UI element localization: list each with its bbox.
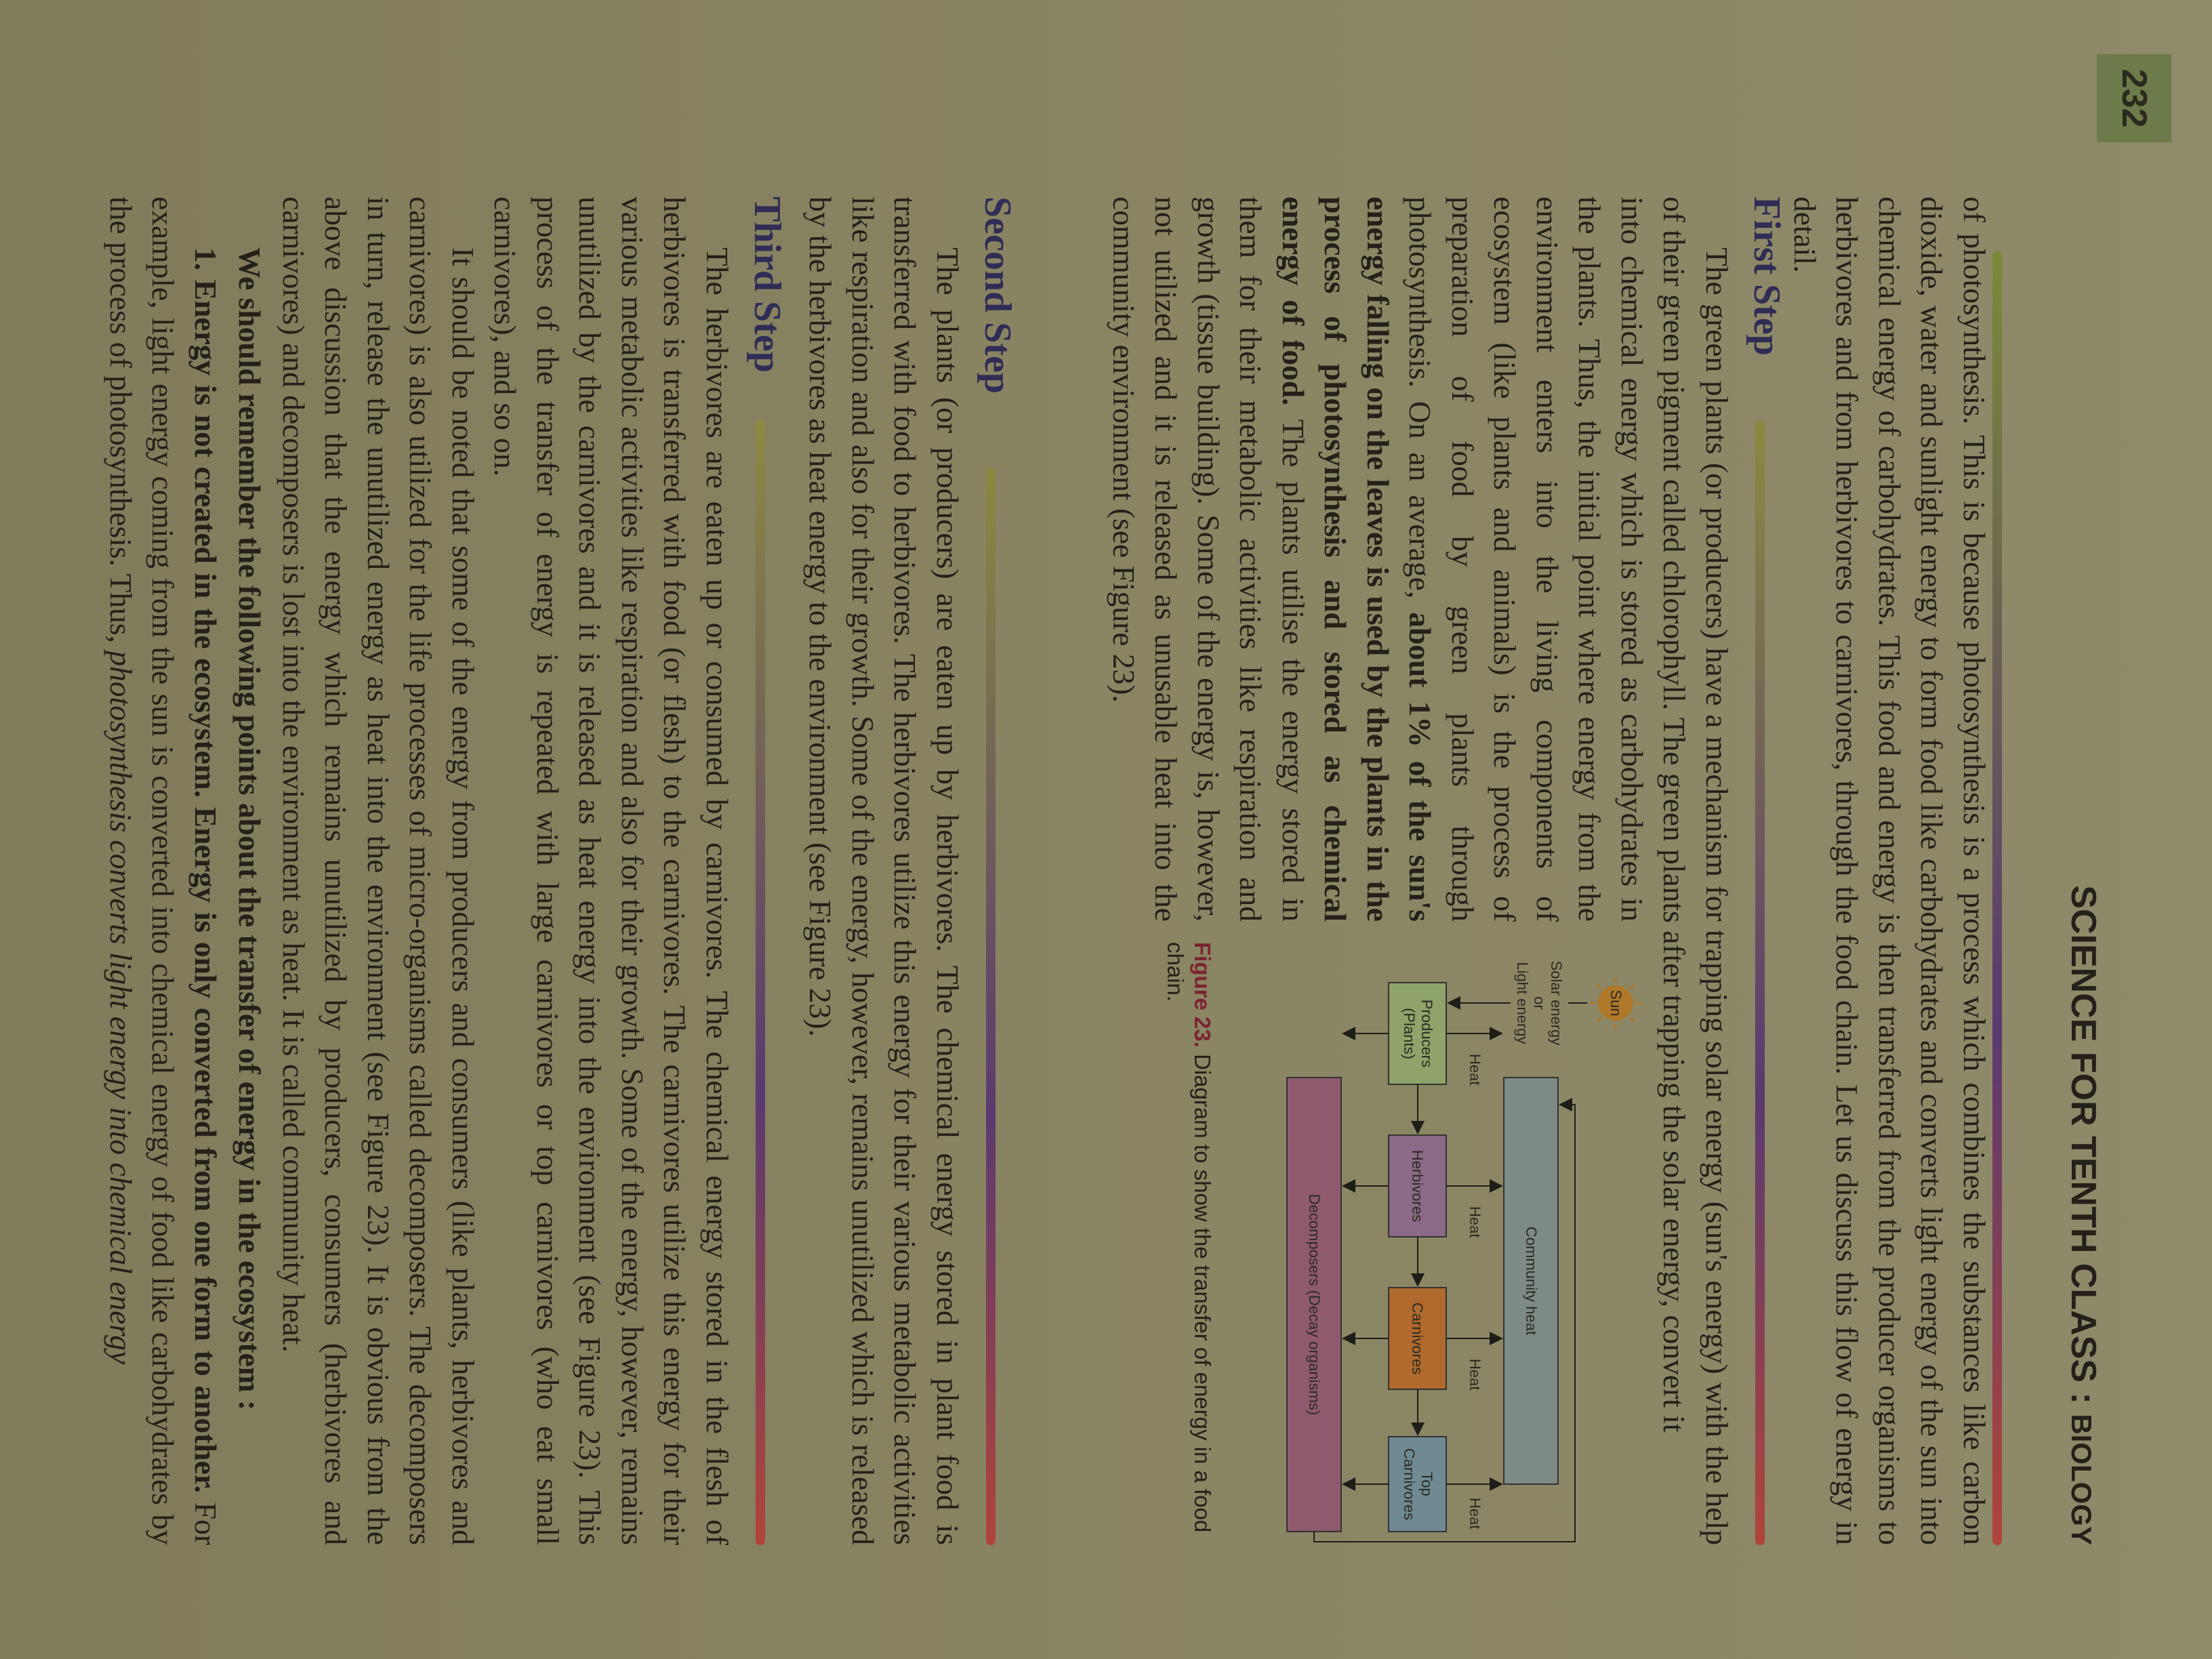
first-step-text-1: into chemical energy which is stored as carbohydrates in the plants. Thus, the initial point where energy from the environment enters into the living components of ecosystem (like plants and animals) is the process of preparation of food by green plants through photosynthesis. On an average, <box>1403 197 1650 922</box>
first-step-bold: about 1% of the sun's energy falling on the leaves is used by the plants in the process of photosynthesis and stored as chemical energy of food. <box>1276 197 1438 922</box>
page-number: 232 <box>2097 54 2171 142</box>
producers-sub-label: (Plants) <box>1401 1008 1418 1059</box>
first-step-heading: First Step <box>1746 197 1788 356</box>
caption-label: Figure 23. <box>1190 942 1215 1048</box>
second-step-paragraph: The plants (or producers) are eaten up by herbivores. The chemical energy stored in plant food is transferred with food to herbivores. The herbivores utilize this energy for their various metabolic activities like respiration and also for their growth. Some of the energy, however, remains unutilized which is released by the herbivores as heat energy to the environment (see Figure 23). <box>803 197 965 1545</box>
figure-caption <box>1162 942 1216 1545</box>
decorative-rule <box>1755 420 1765 1545</box>
top-carnivores-label: Top <box>1418 1472 1435 1496</box>
header-subject: BIOLOGY <box>2066 1414 2097 1545</box>
caption-text: Diagram to show the transfer of energy in a food chain. <box>1163 942 1215 1533</box>
heat-label-top: Heat <box>1467 1498 1483 1530</box>
point-one-text: For example, light energy coming from the sun is converted into chemical energy of food like carbohydrates by the process of photosynthesis. Thus, <box>104 197 223 1545</box>
header-title: SCIENCE FOR TENTH CLASS : <box>2064 885 2103 1404</box>
page-content <box>50 68 2165 1545</box>
first-step-paragraph-full: The green plants (or producers) have a mechanism for trapping solar energy (sun's energy) with the help of their green pigment called chlorophyll. The green plants after trapping the solar energy, convert it <box>1657 197 1734 1545</box>
decomposers-label: Decomposers (Decay organisms) <box>1306 1193 1323 1416</box>
second-step-heading: Second Step <box>977 197 1019 394</box>
remember-line <box>228 197 271 1545</box>
decorative-rule <box>986 468 996 1545</box>
diagram-svg <box>1223 942 1643 1545</box>
decorative-rule <box>756 420 765 1545</box>
sun-label: Sun <box>1607 989 1624 1017</box>
carnivores-label: Carnivores <box>1409 1302 1426 1375</box>
point-one-number: 1. <box>188 247 223 271</box>
intro-paragraph: of photosynthesis. This is because photosynthesis is a process which combines the substances like carbon dioxide, water and sunlight energy to form food like carbohydrates and converts light energy of the sun into chemical energy of carbohydrates. This food and energy is then transferred from the producer organisms to herbivores and from herbivores to carnivores, through the food chain. Let us discuss this flow of energy in detail. <box>1788 197 1992 1545</box>
solar-energy-label: Solar energy <box>1548 960 1565 1046</box>
point-one-italic: photosynthesis converts light energy into chemical energy <box>104 651 138 1365</box>
point-one <box>100 197 227 1545</box>
community-heat-label: Community heat <box>1523 1226 1540 1336</box>
third-step-heading: Third Step <box>746 197 788 373</box>
first-step-paragraph-column <box>1103 197 1654 922</box>
herbivores-label: Herbivores <box>1409 1149 1426 1223</box>
point-one-bold: Energy is not created in the ecosystem. Energy is only converted from one form to another. <box>188 279 223 1494</box>
producers-label: Producers <box>1418 999 1435 1068</box>
running-header <box>2049 197 2104 1545</box>
third-step-paragraph-1: The herbivores are eaten up or consumed by carnivores. The chemical energy stored in the flesh of herbivores is transferred with food (or flesh) to the carnivores. The carnivores utilize this energy for their various metabolic activities like respiration and also for their growth. Some of the energy, however, remains unutilized by the carnivores and it is released as heat energy into the environment (see Figure 23). This process of the transfer of energy is repeated with large carnivores or top carnivores (who eat small carnivores), and so on. <box>488 197 735 1545</box>
heat-label-producers: Heat <box>1467 1054 1483 1086</box>
light-energy-label: Light energy <box>1514 962 1531 1044</box>
heat-label-carnivores: Heat <box>1467 1359 1483 1391</box>
top-carnivores-sub-label: Carnivores <box>1401 1448 1418 1521</box>
remember-text: We should remember the following points about the transfer of energy in the ecosystem : <box>232 247 267 1411</box>
third-step-paragraph-2: It should be noted that some of the energy from producers and consumers (like plants, herbivores and carnivores) is also utilized for the life processes of micro-organisms called decomposers. The decomposers in turn, release the unutilized energy as heat into the environment (see Figure 23). It is obvious from the above discussion that the energy which remains unutilized by producers, consumers (herbivores and carnivores) and decomposers is lost into the environment as heat. It is called community heat. <box>276 197 480 1545</box>
heat-label-herbivores: Heat <box>1467 1206 1483 1238</box>
first-step-text-2: The plants utilise the energy stored in them for their metabolic activities like respiration and growth (tissue building). Some of the energy is, however, not utilized and it is released as unusable heat into the community environment (see Figure 23). <box>1107 197 1311 922</box>
or-label: or <box>1531 996 1548 1010</box>
energy-flow-diagram <box>1223 942 1643 1545</box>
